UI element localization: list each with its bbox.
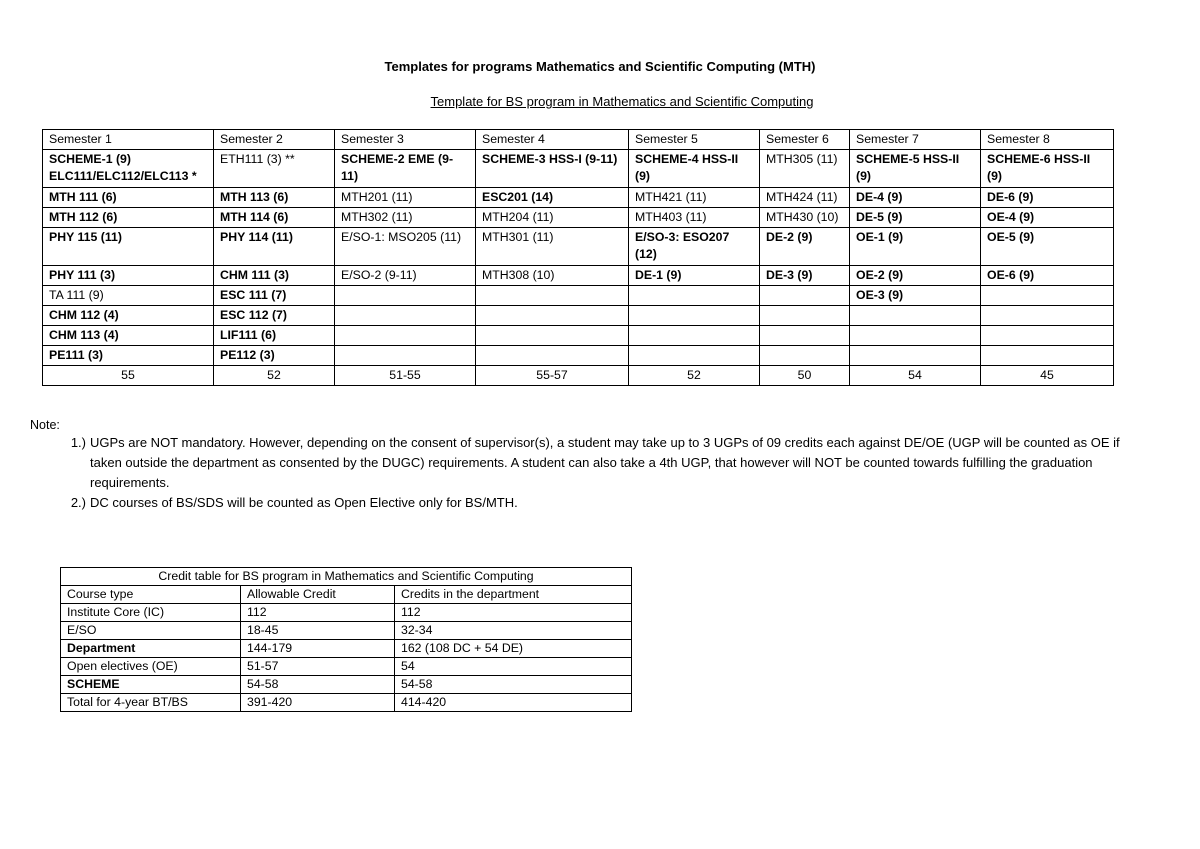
course-cell: ESC 112 (7) [214, 306, 335, 326]
course-cell: OE-2 (9) [850, 266, 981, 286]
course-cell: PE112 (3) [214, 346, 335, 366]
course-cell [629, 306, 760, 326]
credit-header-row [61, 586, 632, 604]
course-cell: PHY 115 (11) [43, 228, 214, 266]
course-cell: DE-3 (9) [760, 266, 850, 286]
course-cell: E/SO-3: ESO207 (12) [629, 228, 760, 266]
course-cell: MTH421 (11) [629, 188, 760, 208]
course-cell: OE-3 (9) [850, 286, 981, 306]
page-title: Templates for programs Mathematics and Scientific Computing (MTH) [384, 59, 816, 74]
course-cell [850, 326, 981, 346]
note-label: Note: [30, 418, 60, 432]
credit-cell: 414-420 [395, 694, 632, 712]
course-cell [335, 306, 476, 326]
semester-header: Semester 5 [629, 130, 760, 150]
course-cell: PHY 111 (3) [43, 266, 214, 286]
course-cell: MTH 111 (6) [43, 188, 214, 208]
semester-total-row [43, 366, 1114, 386]
note-text: UGPs are NOT mandatory. However, depending on the consent of supervisor(s), a student may take up to 3 UGPs of 09 credits each against DE/OE (UGP will be counted as OE if taken outside the department as consented by the DUGC) requirements. A student can also take a 4th UGP, that however will NOT be counted towards fulfilling the graduation requirements. [90, 435, 1120, 490]
credit-cell: SCHEME [61, 676, 241, 694]
course-cell: PE111 (3) [43, 346, 214, 366]
credit-cell: 112 [395, 604, 632, 622]
credit-cell: 391-420 [241, 694, 395, 712]
course-cell: OE-1 (9) [850, 228, 981, 266]
credit-cell: E/SO [61, 622, 241, 640]
course-cell [335, 326, 476, 346]
semester-row [43, 326, 1114, 346]
course-cell [760, 306, 850, 326]
course-cell: DE-4 (9) [850, 188, 981, 208]
semester-total: 50 [760, 366, 850, 386]
course-cell: MTH301 (11) [476, 228, 629, 266]
course-cell [850, 346, 981, 366]
semester-row [43, 228, 1114, 266]
credit-cell: Total for 4-year BT/BS [61, 694, 241, 712]
course-cell: CHM 111 (3) [214, 266, 335, 286]
note-item [66, 493, 1146, 513]
credit-table [60, 567, 632, 712]
semester-header: Semester 1 [43, 130, 214, 150]
credit-header: Credits in the department [395, 586, 632, 604]
credit-cell: Department [61, 640, 241, 658]
course-cell: TA 111 (9) [43, 286, 214, 306]
course-cell [760, 326, 850, 346]
course-cell: DE-2 (9) [760, 228, 850, 266]
credit-header: Course type [61, 586, 241, 604]
note-number: 2.) [70, 495, 86, 510]
course-cell: SCHEME-3 HSS-I (9-11) [476, 150, 629, 188]
semester-header: Semester 4 [476, 130, 629, 150]
semester-row [43, 208, 1114, 228]
semester-total: 51-55 [335, 366, 476, 386]
credit-cell: 18-45 [241, 622, 395, 640]
course-cell: MTH 112 (6) [43, 208, 214, 228]
course-cell [760, 346, 850, 366]
course-cell: MTH302 (11) [335, 208, 476, 228]
course-cell: ESC 111 (7) [214, 286, 335, 306]
notes-list [66, 433, 1146, 513]
credit-cell: 162 (108 DC + 54 DE) [395, 640, 632, 658]
credit-cell: 112 [241, 604, 395, 622]
semester-total: 52 [629, 366, 760, 386]
course-cell: E/SO-1: MSO205 (11) [335, 228, 476, 266]
course-cell: MTH 113 (6) [214, 188, 335, 208]
semester-total: 45 [981, 366, 1114, 386]
course-cell: ETH111 (3) ** [214, 150, 335, 188]
course-cell [981, 326, 1114, 346]
course-cell: CHM 112 (4) [43, 306, 214, 326]
course-cell: DE-6 (9) [981, 188, 1114, 208]
course-cell: CHM 113 (4) [43, 326, 214, 346]
course-cell [981, 286, 1114, 306]
course-cell [476, 326, 629, 346]
page-subtitle: Template for BS program in Mathematics and Scientific Computing [430, 94, 814, 109]
course-cell [629, 286, 760, 306]
credit-row [61, 676, 632, 694]
course-cell: OE-4 (9) [981, 208, 1114, 228]
course-cell [629, 346, 760, 366]
credit-cell: Open electives (OE) [61, 658, 241, 676]
course-cell [476, 306, 629, 326]
semester-header: Semester 2 [214, 130, 335, 150]
course-cell: MTH424 (11) [760, 188, 850, 208]
semester-row [43, 188, 1114, 208]
semester-total: 54 [850, 366, 981, 386]
course-cell: MTH403 (11) [629, 208, 760, 228]
credit-header: Allowable Credit [241, 586, 395, 604]
course-cell: DE-1 (9) [629, 266, 760, 286]
course-cell: DE-5 (9) [850, 208, 981, 228]
credit-cell: Institute Core (IC) [61, 604, 241, 622]
course-cell: PHY 114 (11) [214, 228, 335, 266]
credit-row [61, 640, 632, 658]
course-cell [981, 346, 1114, 366]
semester-header-row [43, 130, 1114, 150]
course-cell: E/SO-2 (9-11) [335, 266, 476, 286]
semester-row [43, 286, 1114, 306]
course-cell: SCHEME-1 (9) ELC111/ELC112/ELC113 * [43, 150, 214, 188]
course-cell [760, 286, 850, 306]
course-cell: SCHEME-6 HSS-II (9) [981, 150, 1114, 188]
credit-row [61, 622, 632, 640]
course-cell [476, 346, 629, 366]
credit-table-title: Credit table for BS program in Mathematics and Scientific Computing [61, 568, 632, 586]
semester-row [43, 266, 1114, 286]
course-cell [629, 326, 760, 346]
course-cell: MTH201 (11) [335, 188, 476, 208]
credit-cell: 51-57 [241, 658, 395, 676]
semester-total: 55 [43, 366, 214, 386]
course-cell: ESC201 (14) [476, 188, 629, 208]
course-cell: MTH308 (10) [476, 266, 629, 286]
semester-row [43, 306, 1114, 326]
course-cell [981, 306, 1114, 326]
note-text: DC courses of BS/SDS will be counted as Open Elective only for BS/MTH. [90, 495, 518, 510]
course-cell: SCHEME-2 EME (9-11) [335, 150, 476, 188]
semester-header: Semester 7 [850, 130, 981, 150]
credit-row [61, 658, 632, 676]
semester-header: Semester 3 [335, 130, 476, 150]
semester-total: 52 [214, 366, 335, 386]
credit-cell: 54 [395, 658, 632, 676]
semester-total: 55-57 [476, 366, 629, 386]
semester-header: Semester 8 [981, 130, 1114, 150]
course-cell: SCHEME-4 HSS-II (9) [629, 150, 760, 188]
course-cell: MTH305 (11) [760, 150, 850, 188]
course-cell: MTH430 (10) [760, 208, 850, 228]
course-cell: OE-5 (9) [981, 228, 1114, 266]
note-item [66, 433, 1146, 493]
credit-cell: 54-58 [395, 676, 632, 694]
course-cell: SCHEME-5 HSS-II (9) [850, 150, 981, 188]
course-cell [850, 306, 981, 326]
credit-cell: 32-34 [395, 622, 632, 640]
credit-row [61, 604, 632, 622]
credit-cell: 54-58 [241, 676, 395, 694]
semester-header: Semester 6 [760, 130, 850, 150]
credit-row [61, 694, 632, 712]
semester-row [43, 150, 1114, 188]
course-cell [335, 346, 476, 366]
note-number: 1.) [70, 435, 86, 450]
course-cell: MTH 114 (6) [214, 208, 335, 228]
semester-row [43, 346, 1114, 366]
course-cell [476, 286, 629, 306]
course-cell [335, 286, 476, 306]
course-cell: LIF111 (6) [214, 326, 335, 346]
course-cell: MTH204 (11) [476, 208, 629, 228]
course-cell: OE-6 (9) [981, 266, 1114, 286]
credit-cell: 144-179 [241, 640, 395, 658]
semester-table [42, 129, 1114, 386]
